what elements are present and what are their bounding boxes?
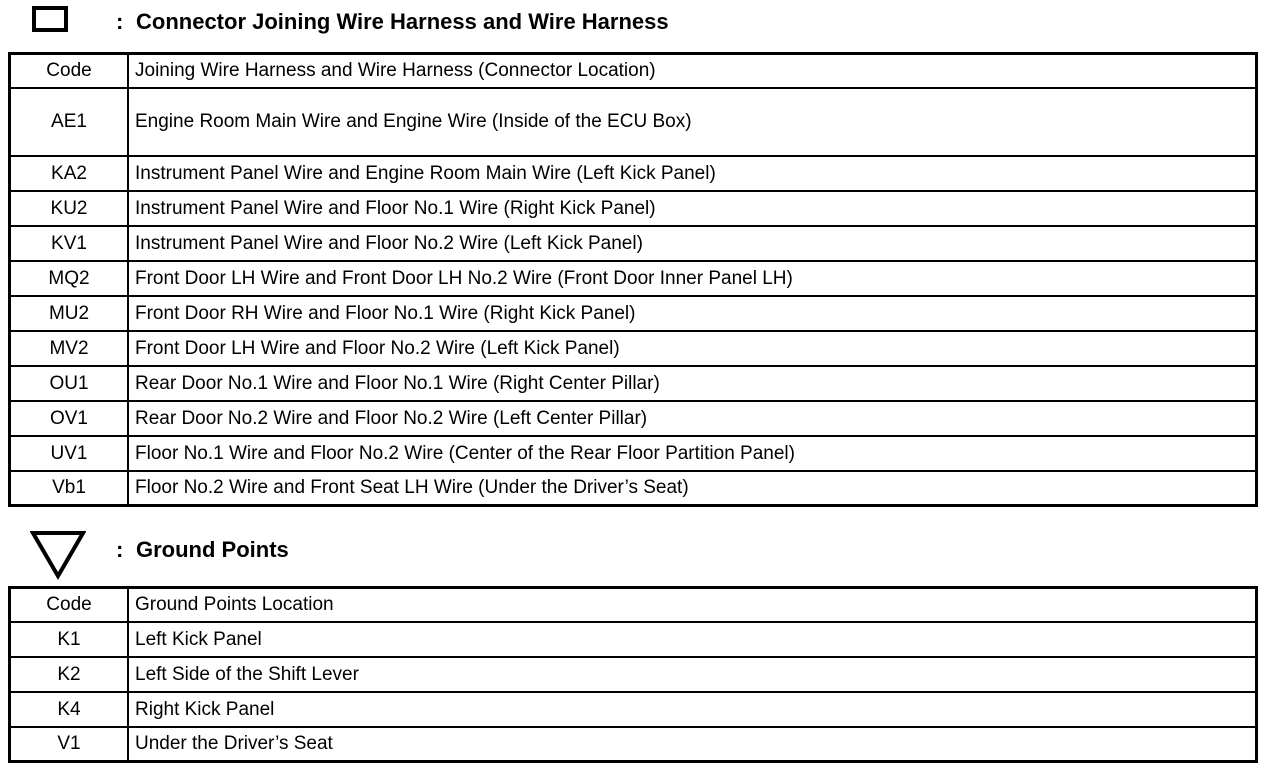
connector-description-cell: Instrument Panel Wire and Floor No.2 Wire (Left Kick Panel) <box>128 226 1257 261</box>
ground-section-colon: : <box>116 537 124 562</box>
connector-description-cell: Floor No.1 Wire and Floor No.2 Wire (Center of the Rear Floor Partition Panel) <box>128 436 1257 471</box>
connector-section-header <box>30 2 669 42</box>
connector-description-cell: Instrument Panel Wire and Floor No.1 Wire (Right Kick Panel) <box>128 191 1257 226</box>
connector-description-cell: Rear Door No.2 Wire and Floor No.2 Wire (Left Center Pillar) <box>128 401 1257 436</box>
connector-description-cell: Front Door RH Wire and Floor No.1 Wire (Right Kick Panel) <box>128 296 1257 331</box>
ground-code-cell: K4 <box>10 692 129 727</box>
connector-header-description: Joining Wire Harness and Wire Harness (Connector Location) <box>128 54 1257 88</box>
connector-description-cell: Front Door LH Wire and Front Door LH No.2 Wire (Front Door Inner Panel LH) <box>128 261 1257 296</box>
ground-header-description: Ground Points Location <box>128 588 1257 622</box>
connector-description-cell: Front Door LH Wire and Floor No.2 Wire (Left Kick Panel) <box>128 331 1257 366</box>
connector-description-cell: Engine Room Main Wire and Engine Wire (Inside of the ECU Box) <box>128 88 1257 156</box>
connector-description-cell: Instrument Panel Wire and Engine Room Main Wire (Left Kick Panel) <box>128 156 1257 191</box>
connector-row <box>10 436 1257 471</box>
connector-code-cell: OV1 <box>10 401 129 436</box>
connector-code-cell: KU2 <box>10 191 129 226</box>
connector-row <box>10 366 1257 401</box>
connector-row <box>10 191 1257 226</box>
connector-row <box>10 88 1257 156</box>
ground-section-title: Ground Points <box>136 537 289 562</box>
ground-row <box>10 622 1257 657</box>
ground-header-code: Code <box>10 588 129 622</box>
connector-row <box>10 471 1257 506</box>
ground-code-cell: K2 <box>10 657 129 692</box>
ground-row <box>10 657 1257 692</box>
connector-code-cell: AE1 <box>10 88 129 156</box>
connector-code-cell: OU1 <box>10 366 129 401</box>
connector-row <box>10 156 1257 191</box>
ground-description-cell: Right Kick Panel <box>128 692 1257 727</box>
connector-row <box>10 331 1257 366</box>
connector-row <box>10 401 1257 436</box>
square-icon <box>30 2 88 42</box>
ground-code-cell: K1 <box>10 622 129 657</box>
connector-description-cell: Floor No.2 Wire and Front Seat LH Wire (Under the Driver’s Seat) <box>128 471 1257 506</box>
triangle-down-icon <box>30 530 88 570</box>
connector-code-cell: KV1 <box>10 226 129 261</box>
connector-code-cell: UV1 <box>10 436 129 471</box>
connector-section-colon: : <box>116 9 124 34</box>
connector-code-cell: KA2 <box>10 156 129 191</box>
ground-table <box>8 586 1258 763</box>
connector-section-title: Connector Joining Wire Harness and Wire Harness <box>136 9 669 34</box>
connector-header-row <box>10 54 1257 88</box>
ground-header-row <box>10 588 1257 622</box>
connector-code-cell: MU2 <box>10 296 129 331</box>
ground-description-cell: Left Side of the Shift Lever <box>128 657 1257 692</box>
connector-header-code: Code <box>10 54 129 88</box>
connector-row <box>10 296 1257 331</box>
ground-row <box>10 727 1257 762</box>
ground-row <box>10 692 1257 727</box>
connector-code-cell: MV2 <box>10 331 129 366</box>
connector-description-cell: Rear Door No.1 Wire and Floor No.1 Wire (Right Center Pillar) <box>128 366 1257 401</box>
connector-code-cell: Vb1 <box>10 471 129 506</box>
ground-section-header <box>30 530 289 570</box>
connector-row <box>10 226 1257 261</box>
connector-row <box>10 261 1257 296</box>
ground-description-cell: Left Kick Panel <box>128 622 1257 657</box>
ground-code-cell: V1 <box>10 727 129 762</box>
connector-code-cell: MQ2 <box>10 261 129 296</box>
ground-description-cell: Under the Driver’s Seat <box>128 727 1257 762</box>
connector-table <box>8 52 1258 507</box>
